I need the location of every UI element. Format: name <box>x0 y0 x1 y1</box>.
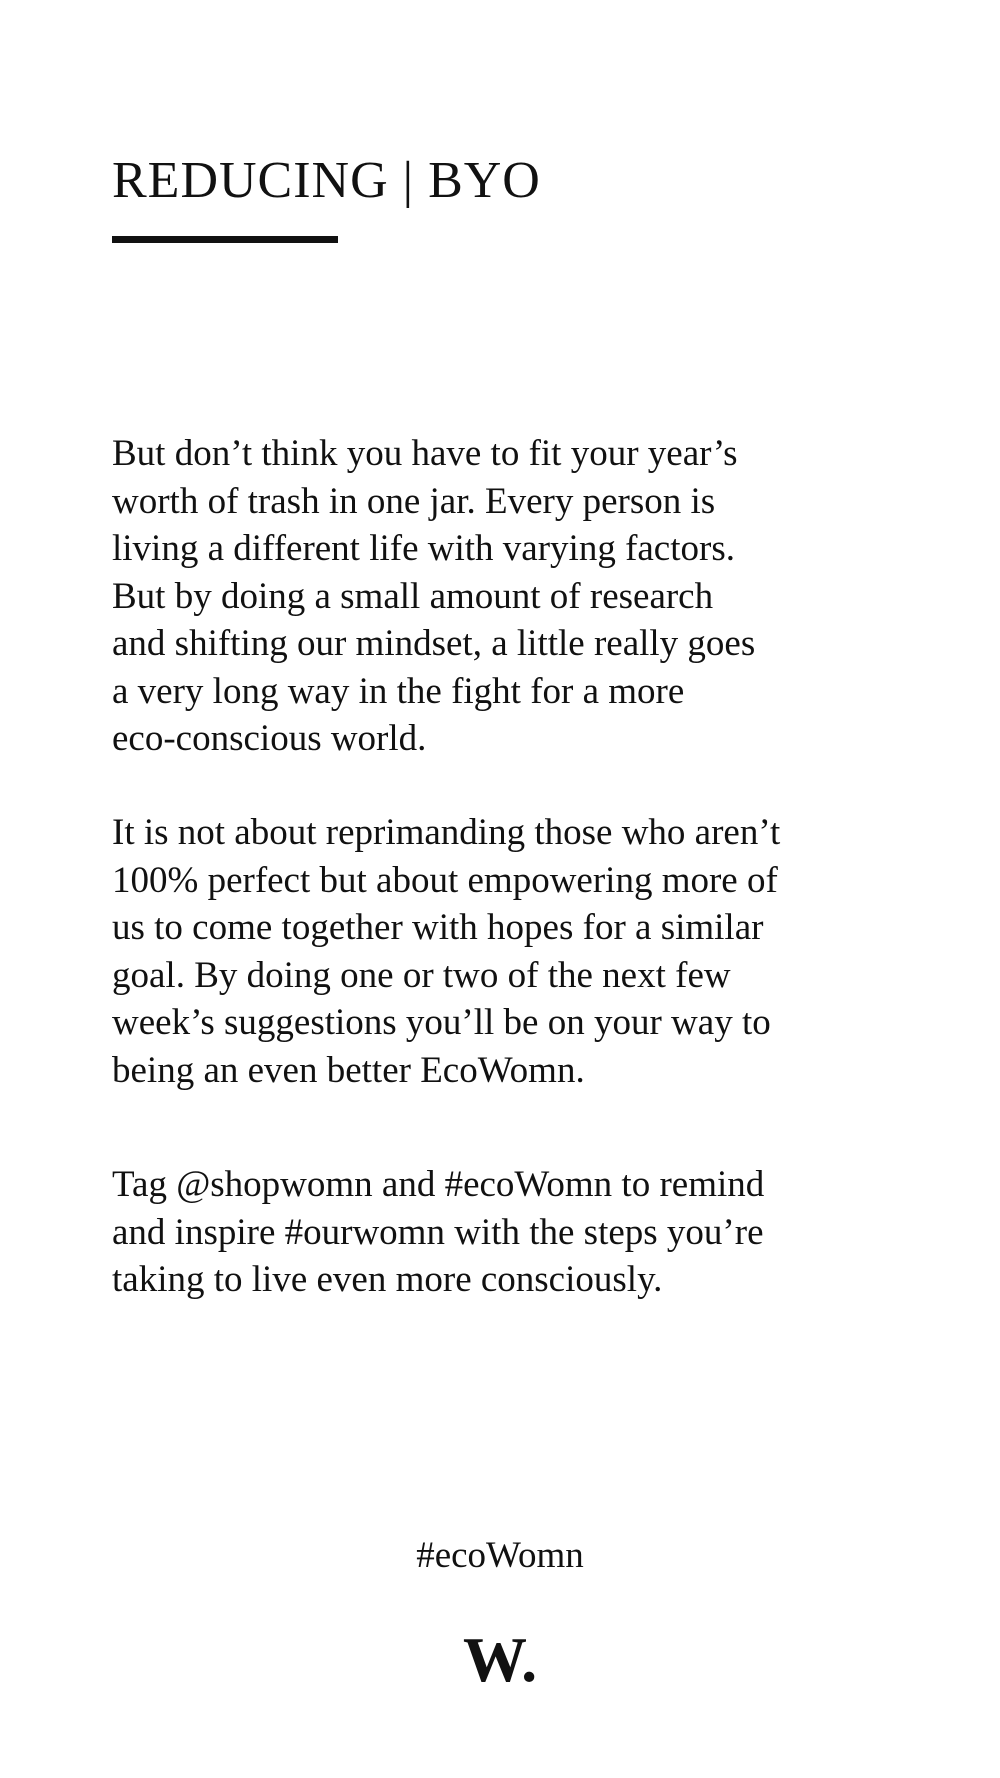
paragraph-line: goal. By doing one or two of the next few <box>112 954 731 996</box>
paragraph-line: taking to live even more consciously. <box>112 1259 663 1300</box>
brand-logo: W. <box>462 1624 538 1695</box>
paragraph-line: worth of trash in one jar. Every person is <box>112 480 716 522</box>
title-underline <box>112 236 338 243</box>
paragraph-intro <box>112 430 912 763</box>
paragraph-empowering <box>112 809 912 1094</box>
paragraph-line: us to come together with hopes for a similar <box>112 907 764 948</box>
paragraph-line: But don’t think you have to fit your year’s <box>112 433 738 474</box>
paragraph-line: and inspire #ourwomn with the steps you’re <box>112 1211 764 1253</box>
paragraph-line: Tag @shopwomn and #ecoWomn to remind <box>112 1164 765 1205</box>
paragraph-tag-call <box>112 1161 912 1304</box>
paragraph-line: week’s suggestions you’ll be on your way to <box>112 1002 771 1043</box>
page-title: REDUCING | BYO <box>112 152 541 209</box>
paragraph-line: a very long way in the fight for a more <box>112 670 685 712</box>
paragraph-line: eco-conscious world. <box>112 718 427 759</box>
paragraph-line: and shifting our mindset, a little really goes <box>112 623 756 664</box>
paragraph-line: living a different life with varying factors. <box>112 528 735 569</box>
paragraph-line: But by doing a small amount of research <box>112 575 714 617</box>
footer-hashtag: #ecoWomn <box>416 1535 584 1576</box>
paragraph-line: being an even better EcoWomn. <box>112 1049 585 1091</box>
paragraph-line: 100% perfect but about empowering more of <box>112 859 778 901</box>
paragraph-line: It is not about reprimanding those who aren’t <box>112 812 781 853</box>
